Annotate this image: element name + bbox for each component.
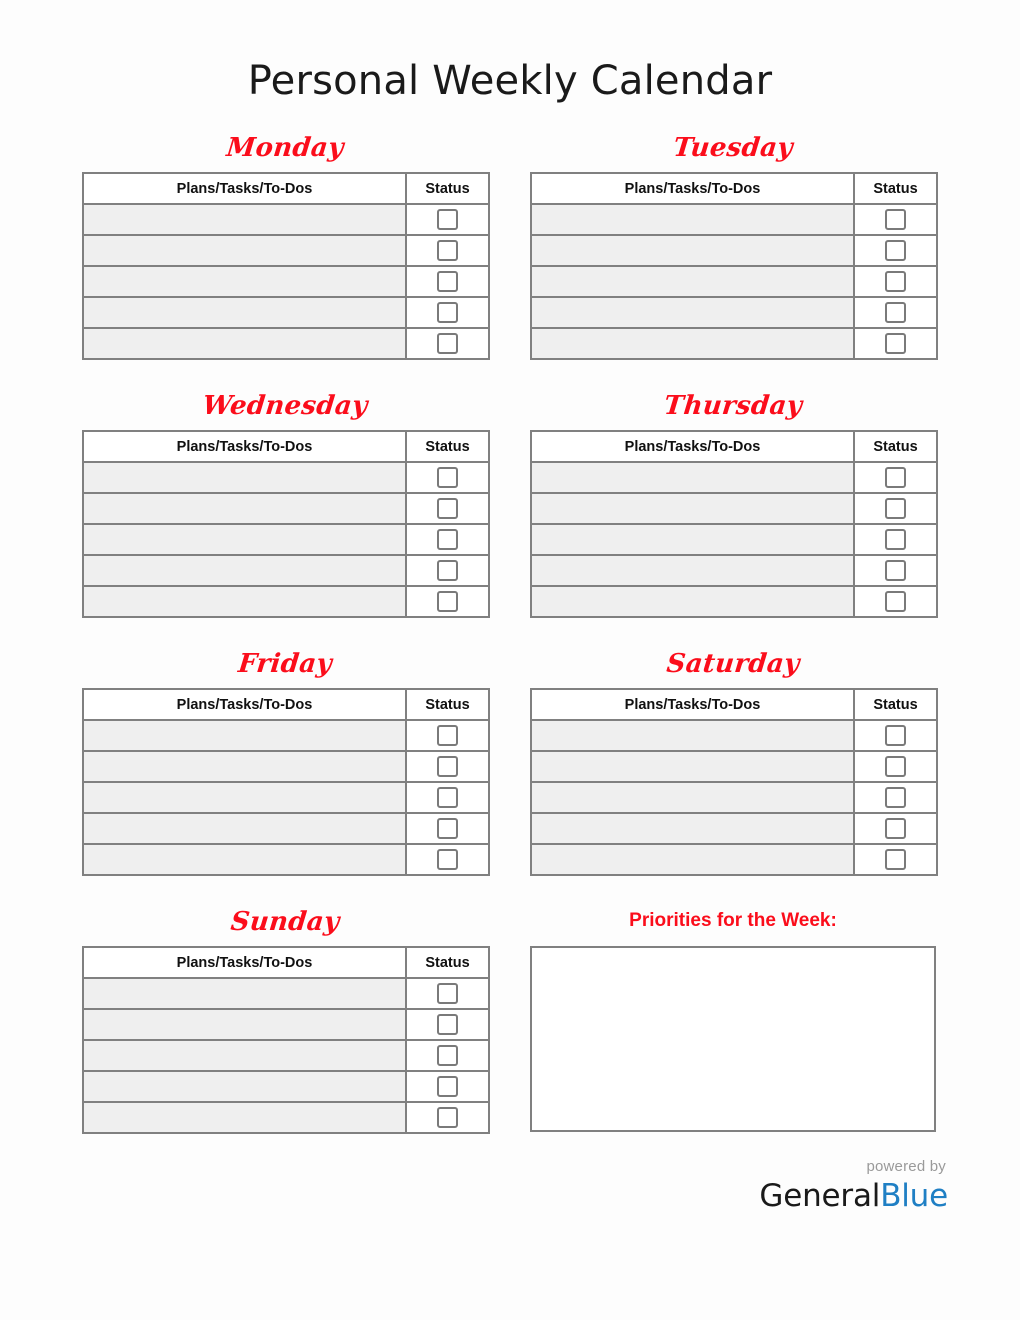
status-checkbox[interactable] [885,302,906,323]
table-row [531,493,937,524]
table-row [83,1071,489,1102]
task-input-cell[interactable] [531,813,854,844]
status-cell[interactable] [854,751,937,782]
table-row [83,720,489,751]
brand-blue-text: Blue [880,1178,948,1214]
status-checkbox[interactable] [437,240,458,261]
task-input-cell[interactable] [83,297,406,328]
table-row [531,555,937,586]
table-row [83,1102,489,1133]
task-input-cell[interactable] [83,555,406,586]
task-column-header: Plans/Tasks/To-Dos [83,431,406,462]
table-row [531,844,937,875]
table-row [531,720,937,751]
status-checkbox[interactable] [885,498,906,519]
status-cell[interactable] [854,297,937,328]
table-row [531,462,937,493]
day-table-thursday [530,430,938,618]
table-row [83,751,489,782]
status-cell[interactable] [854,844,937,875]
task-input-cell[interactable] [531,328,854,359]
status-column-header: Status [406,431,489,462]
status-cell[interactable] [406,720,489,751]
table-row [83,978,489,1009]
task-column-header: Plans/Tasks/To-Dos [83,689,406,720]
status-checkbox[interactable] [885,560,906,581]
status-column-header: Status [406,689,489,720]
task-input-cell[interactable] [83,1009,406,1040]
task-column-header: Plans/Tasks/To-Dos [531,689,854,720]
table-row [83,586,489,617]
status-cell[interactable] [406,813,489,844]
status-checkbox[interactable] [437,498,458,519]
table-row [83,493,489,524]
status-checkbox[interactable] [885,209,906,230]
task-input-cell[interactable] [83,586,406,617]
task-input-cell[interactable] [83,266,406,297]
table-row [83,1040,489,1071]
day-block-thursday [530,390,936,618]
task-input-cell[interactable] [83,813,406,844]
status-checkbox[interactable] [437,1014,458,1035]
task-column-header: Plans/Tasks/To-Dos [83,947,406,978]
status-checkbox[interactable] [885,529,906,550]
status-cell[interactable] [854,328,937,359]
status-checkbox[interactable] [437,983,458,1004]
status-checkbox[interactable] [437,756,458,777]
status-column-header: Status [854,431,937,462]
table-row [83,462,489,493]
table-row [531,813,937,844]
day-block-sunday [82,906,488,1134]
table-row [83,844,489,875]
table-row [83,204,489,235]
status-checkbox[interactable] [885,756,906,777]
table-header-row [531,689,937,720]
day-table-friday [82,688,490,876]
task-input-cell[interactable] [83,235,406,266]
status-checkbox[interactable] [437,271,458,292]
status-checkbox[interactable] [885,849,906,870]
status-checkbox[interactable] [885,467,906,488]
status-checkbox[interactable] [885,787,906,808]
status-cell[interactable] [406,1040,489,1071]
table-header-row [83,689,489,720]
day-title-wednesday: Wednesday [201,391,370,421]
table-row [531,235,937,266]
table-row [83,235,489,266]
task-column-header: Plans/Tasks/To-Dos [531,431,854,462]
status-checkbox[interactable] [437,818,458,839]
status-cell[interactable] [406,235,489,266]
status-cell[interactable] [854,266,937,297]
table-header-row [83,947,489,978]
task-input-cell[interactable] [531,782,854,813]
status-checkbox[interactable] [437,787,458,808]
day-block-wednesday [82,390,488,618]
status-checkbox[interactable] [437,467,458,488]
day-table-saturday [530,688,938,876]
status-checkbox[interactable] [885,333,906,354]
status-cell[interactable] [854,720,937,751]
task-column-header: Plans/Tasks/To-Dos [531,173,854,204]
status-checkbox[interactable] [885,271,906,292]
table-header-row [83,431,489,462]
task-input-cell[interactable] [83,328,406,359]
table-row [83,266,489,297]
table-row [531,328,937,359]
status-cell[interactable] [406,844,489,875]
priorities-label: Priorities for the Week: [629,910,837,931]
status-checkbox[interactable] [437,849,458,870]
task-input-cell[interactable] [531,720,854,751]
status-checkbox[interactable] [437,725,458,746]
table-row [531,266,937,297]
table-row [531,586,937,617]
task-input-cell[interactable] [83,204,406,235]
priorities-input-box[interactable] [530,946,936,1132]
task-input-cell[interactable] [83,751,406,782]
status-checkbox[interactable] [885,591,906,612]
table-header-row [531,431,937,462]
task-input-cell[interactable] [531,844,854,875]
task-column-header: Plans/Tasks/To-Dos [83,173,406,204]
status-cell[interactable] [406,1102,489,1133]
status-cell[interactable] [406,462,489,493]
status-cell[interactable] [854,586,937,617]
status-cell[interactable] [406,524,489,555]
priorities-section [530,906,936,1132]
task-input-cell[interactable] [83,720,406,751]
status-cell[interactable] [406,782,489,813]
table-header-row [531,173,937,204]
status-checkbox[interactable] [437,333,458,354]
table-row [531,751,937,782]
status-column-header: Status [854,689,937,720]
task-input-cell[interactable] [531,524,854,555]
status-cell[interactable] [854,524,937,555]
task-input-cell[interactable] [531,586,854,617]
day-block-saturday [530,648,936,876]
task-input-cell[interactable] [83,1040,406,1071]
task-input-cell[interactable] [83,462,406,493]
status-column-header: Status [406,947,489,978]
status-checkbox[interactable] [885,818,906,839]
day-title-tuesday: Tuesday [671,133,795,163]
day-title-monday: Monday [225,133,346,163]
task-input-cell[interactable] [83,978,406,1009]
task-input-cell[interactable] [531,297,854,328]
status-cell[interactable] [406,1071,489,1102]
table-row [83,524,489,555]
table-row [531,782,937,813]
status-cell[interactable] [406,328,489,359]
day-title-saturday: Saturday [665,649,802,679]
status-cell[interactable] [406,493,489,524]
status-checkbox[interactable] [437,302,458,323]
status-cell[interactable] [406,204,489,235]
table-header-row [83,173,489,204]
day-table-sunday [82,946,490,1134]
table-row [83,782,489,813]
task-input-cell[interactable] [83,1071,406,1102]
task-input-cell[interactable] [83,524,406,555]
day-title-sunday: Sunday [229,907,341,937]
table-row [83,328,489,359]
status-checkbox[interactable] [437,591,458,612]
status-checkbox[interactable] [437,529,458,550]
status-checkbox[interactable] [437,560,458,581]
task-input-cell[interactable] [83,844,406,875]
status-cell[interactable] [854,204,937,235]
footer-logo [688,1158,948,1214]
page-title: Personal Weekly Calendar [247,58,773,104]
task-input-cell[interactable] [83,493,406,524]
day-table-monday [82,172,490,360]
table-row [83,297,489,328]
task-input-cell[interactable] [83,782,406,813]
status-cell[interactable] [406,1009,489,1040]
brand-general-text: General [759,1178,881,1214]
status-cell[interactable] [406,751,489,782]
table-row [531,297,937,328]
table-row [531,204,937,235]
status-cell[interactable] [406,297,489,328]
task-input-cell[interactable] [531,266,854,297]
table-row [531,524,937,555]
status-cell[interactable] [406,586,489,617]
day-title-friday: Friday [236,649,334,679]
task-input-cell[interactable] [531,204,854,235]
task-input-cell[interactable] [531,493,854,524]
status-cell[interactable] [854,235,937,266]
status-checkbox[interactable] [437,1107,458,1128]
powered-by-label: powered by [866,1158,946,1175]
status-checkbox[interactable] [885,725,906,746]
status-checkbox[interactable] [437,209,458,230]
day-block-friday [82,648,488,876]
status-column-header: Status [854,173,937,204]
status-cell[interactable] [854,493,937,524]
task-input-cell[interactable] [531,751,854,782]
table-row [83,813,489,844]
brand-name [688,1178,948,1214]
status-checkbox[interactable] [437,1076,458,1097]
status-cell[interactable] [406,978,489,1009]
status-cell[interactable] [406,555,489,586]
day-table-tuesday [530,172,938,360]
status-cell[interactable] [854,782,937,813]
task-input-cell[interactable] [531,462,854,493]
status-checkbox[interactable] [437,1045,458,1066]
day-title-thursday: Thursday [662,391,804,421]
table-row [83,555,489,586]
status-cell[interactable] [854,555,937,586]
status-cell[interactable] [406,266,489,297]
task-input-cell[interactable] [531,555,854,586]
task-input-cell[interactable] [83,1102,406,1133]
day-block-monday [82,132,488,360]
status-column-header: Status [406,173,489,204]
table-row [83,1009,489,1040]
day-table-wednesday [82,430,490,618]
status-cell[interactable] [854,813,937,844]
task-input-cell[interactable] [531,235,854,266]
status-checkbox[interactable] [885,240,906,261]
status-cell[interactable] [854,462,937,493]
day-block-tuesday [530,132,936,360]
